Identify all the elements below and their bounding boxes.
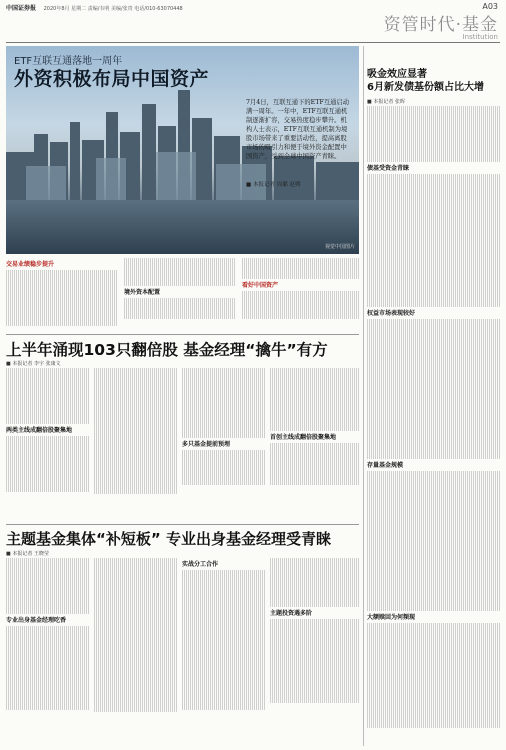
body-text-line xyxy=(367,424,500,431)
body-text-line xyxy=(367,216,500,223)
body-text-line xyxy=(242,312,359,319)
body-text-line xyxy=(367,679,500,686)
body-text-line xyxy=(182,647,266,654)
body-text-line xyxy=(367,265,500,272)
body-text-line xyxy=(94,389,178,396)
body-text-line xyxy=(94,621,178,628)
hero-lead: 7月4日，互联互通下的ETF互通启动满一周年。一年中，ETF互联互通机制逐渐扩容，交易热度稳步攀升。机构人士表示，ETF互联互通机制为境股市场带来了重要活动性，提高离股市场的吸引力和便于境外资金配置中国资产，受到全球中国资产青睐。 xyxy=(246,99,350,160)
body-text-line xyxy=(270,389,359,396)
body-text-line xyxy=(367,452,500,459)
body-text-line xyxy=(94,705,178,712)
mid-col2 xyxy=(94,368,178,518)
body-text-line xyxy=(182,584,266,591)
mid-subhead-2: 多只基金提前预埋 xyxy=(182,441,231,448)
hero-article-col2 xyxy=(124,258,236,328)
body-text-line xyxy=(182,375,266,382)
body-text-line xyxy=(367,541,500,548)
bottom-col4 xyxy=(270,558,359,746)
body-text-line xyxy=(94,663,178,670)
bottom-col1 xyxy=(6,558,90,746)
body-text-line xyxy=(367,651,500,658)
body-text-line xyxy=(270,572,359,579)
body-text-line xyxy=(270,696,359,703)
body-text-line xyxy=(94,431,178,438)
hero-article-col3 xyxy=(242,258,359,328)
body-text-line xyxy=(6,417,90,424)
body-text-line xyxy=(6,478,90,485)
body-text-line xyxy=(124,279,236,286)
body-text-line xyxy=(367,665,500,672)
right-headline: 吸金效应显著 6月新发债基份额占比大增 xyxy=(367,69,484,93)
body-text-line xyxy=(182,403,266,410)
body-text-line xyxy=(94,558,178,565)
body-text-line xyxy=(6,565,90,572)
body-text-line xyxy=(367,272,500,279)
body-text-line xyxy=(94,438,178,445)
body-text-line xyxy=(6,675,90,682)
body-text-line xyxy=(270,675,359,682)
body-text-line xyxy=(270,464,359,471)
body-text-line xyxy=(6,277,118,284)
body-text-line xyxy=(367,382,500,389)
body-text-line xyxy=(182,424,266,431)
body-text-line xyxy=(367,326,500,333)
body-text-line xyxy=(6,572,90,579)
mid-subhead-1: 两类主线成翻倍股聚集地 xyxy=(6,427,73,434)
body-text-line xyxy=(124,298,236,305)
body-text-line xyxy=(182,577,266,584)
right-subhead-4: 大额赎回为何频现 xyxy=(367,614,416,621)
body-text-line xyxy=(367,354,500,361)
body-text-line xyxy=(94,698,178,705)
body-text-line xyxy=(367,237,500,244)
body-text-line xyxy=(6,696,90,703)
body-text-line xyxy=(94,487,178,494)
body-text-line xyxy=(270,368,359,375)
body-text-line xyxy=(367,590,500,597)
body-text-line xyxy=(367,700,500,707)
right-subhead-1: 债基受资金青睐 xyxy=(367,165,410,172)
body-text-line xyxy=(94,649,178,656)
body-text-line xyxy=(6,703,90,710)
body-text-line xyxy=(367,279,500,286)
body-text-line xyxy=(367,485,500,492)
body-text-line xyxy=(94,635,178,642)
body-text-line xyxy=(367,195,500,202)
mid-col3 xyxy=(182,368,266,518)
body-text-line xyxy=(6,319,118,326)
body-text-line xyxy=(182,703,266,710)
bottom-subhead-3: 主题投资遇多阶 xyxy=(270,610,313,617)
section-header xyxy=(383,2,498,41)
body-text-line xyxy=(367,403,500,410)
body-text-line xyxy=(367,375,500,382)
mid-byline: ■ 本报记者 李宇 张康文 xyxy=(6,361,61,367)
body-text-line xyxy=(182,457,266,464)
body-text-line xyxy=(270,600,359,607)
mid-col1 xyxy=(6,368,90,518)
body-text-line xyxy=(270,565,359,572)
body-text-line xyxy=(94,375,178,382)
body-text-line xyxy=(94,614,178,621)
right-subhead-3: 存量基金规模 xyxy=(367,462,404,469)
body-text-line xyxy=(6,689,90,696)
body-text-line xyxy=(6,312,118,319)
body-text-line xyxy=(367,319,500,326)
body-text-line xyxy=(367,174,500,181)
body-text-line xyxy=(367,576,500,583)
body-text-line xyxy=(94,565,178,572)
body-text-line xyxy=(6,305,118,312)
bottom-col2 xyxy=(94,558,178,746)
body-text-line xyxy=(367,340,500,347)
body-text-line xyxy=(270,593,359,600)
body-text-line xyxy=(367,658,500,665)
body-text-line xyxy=(367,368,500,375)
body-text-line xyxy=(182,661,266,668)
mid-col4 xyxy=(270,368,359,518)
bottom-headline: 主题基金集体“补短板” 专业出身基金经理受青睐 xyxy=(6,530,331,548)
body-text-line xyxy=(367,597,500,604)
body-text-line xyxy=(6,375,90,382)
body-text-line xyxy=(367,630,500,637)
hero-byline: ■ 本报记者 周璐 赵朔 xyxy=(246,182,301,188)
body-text-line xyxy=(367,361,500,368)
body-text-line xyxy=(94,579,178,586)
body-text-line xyxy=(367,244,500,251)
body-text-line xyxy=(124,272,236,279)
body-text-line xyxy=(6,647,90,654)
page-number: A03 xyxy=(482,2,498,11)
column-divider xyxy=(363,46,364,746)
body-text-line xyxy=(6,443,90,450)
body-text-line xyxy=(367,286,500,293)
body-text-line xyxy=(182,598,266,605)
body-text-line xyxy=(182,570,266,577)
body-text-line xyxy=(6,661,90,668)
body-text-line xyxy=(94,452,178,459)
body-text-line xyxy=(367,623,500,630)
body-text-line xyxy=(182,626,266,633)
body-text-line xyxy=(182,682,266,689)
body-text-line xyxy=(367,693,500,700)
body-text-line xyxy=(367,445,500,452)
body-text-line xyxy=(6,654,90,661)
body-text-line xyxy=(6,558,90,565)
body-text-line xyxy=(270,382,359,389)
body-text-line xyxy=(182,612,266,619)
body-text-line xyxy=(367,478,500,485)
body-text-line xyxy=(367,520,500,527)
body-text-line xyxy=(6,270,118,277)
hero-headline: 外资积极布局中国资产 xyxy=(14,68,210,90)
body-text-line xyxy=(270,647,359,654)
body-text-line xyxy=(367,644,500,651)
body-text-line xyxy=(367,134,500,141)
body-text-line xyxy=(367,569,500,576)
body-text-line xyxy=(6,284,118,291)
body-text-line xyxy=(367,127,500,134)
body-text-line xyxy=(94,684,178,691)
body-text-line xyxy=(367,120,500,127)
body-text-line xyxy=(6,633,90,640)
divider xyxy=(6,524,359,525)
body-text-line xyxy=(94,368,178,375)
body-text-line xyxy=(182,689,266,696)
body-text-line xyxy=(94,445,178,452)
body-text-line xyxy=(94,396,178,403)
body-text-line xyxy=(6,640,90,647)
body-text-line xyxy=(270,668,359,675)
right-byline: ■ 本报记者 张晖 xyxy=(367,99,405,105)
photo-credit: 视觉中国图片 xyxy=(324,244,355,250)
body-text-line xyxy=(242,272,359,279)
hero-kicker: ETF互联互通落地一周年 xyxy=(14,56,123,67)
body-text-line xyxy=(367,555,500,562)
body-text-line xyxy=(94,628,178,635)
body-text-line xyxy=(6,464,90,471)
body-text-line xyxy=(6,410,90,417)
body-text-line xyxy=(94,459,178,466)
body-text-line xyxy=(242,265,359,272)
divider xyxy=(6,334,359,335)
body-text-line xyxy=(182,668,266,675)
body-text-line xyxy=(367,637,500,644)
body-text-line xyxy=(367,686,500,693)
body-text-line xyxy=(182,431,266,438)
body-text-line xyxy=(182,640,266,647)
hero-article-col1 xyxy=(6,258,118,328)
body-text-line xyxy=(124,265,236,272)
body-text-line xyxy=(270,403,359,410)
body-text-line xyxy=(367,258,500,265)
mid-headline: 上半年涌现103只翻倍股 基金经理“擒牛”有方 xyxy=(6,341,328,359)
body-text-line xyxy=(270,689,359,696)
hero-subhead-3: 看好中国资产 xyxy=(242,282,279,289)
body-text-line xyxy=(270,450,359,457)
body-text-line xyxy=(270,579,359,586)
body-text-line xyxy=(367,471,500,478)
body-text-line xyxy=(367,499,500,506)
body-text-line xyxy=(367,431,500,438)
body-text-line xyxy=(367,389,500,396)
body-text-line xyxy=(6,607,90,614)
body-text-line xyxy=(270,640,359,647)
body-text-line xyxy=(242,305,359,312)
body-text-line xyxy=(94,600,178,607)
body-text-line xyxy=(270,396,359,403)
body-text-line xyxy=(182,654,266,661)
body-text-line xyxy=(367,721,500,728)
body-text-line xyxy=(6,298,118,305)
body-text-line xyxy=(367,492,500,499)
bottom-byline: ■ 本报记者 王晓莹 xyxy=(6,551,49,557)
masthead-rule xyxy=(6,42,500,43)
body-text-line xyxy=(182,389,266,396)
right-subhead-2: 权益市场表现较好 xyxy=(367,310,416,317)
body-text-line xyxy=(94,642,178,649)
paper-name: 中国证券报 xyxy=(6,5,37,12)
body-text-line xyxy=(367,141,500,148)
body-text-line xyxy=(367,223,500,230)
body-text-line xyxy=(182,464,266,471)
body-text-line xyxy=(367,548,500,555)
body-text-line xyxy=(367,562,500,569)
body-text-line xyxy=(367,230,500,237)
hero-photo xyxy=(6,46,359,254)
body-text-line xyxy=(367,714,500,721)
body-text-line xyxy=(182,410,266,417)
body-text-line xyxy=(94,691,178,698)
body-text-line xyxy=(94,656,178,663)
body-text-line xyxy=(367,583,500,590)
body-text-line xyxy=(367,506,500,513)
body-text-line xyxy=(182,471,266,478)
body-text-line xyxy=(124,312,236,319)
body-text-line xyxy=(94,382,178,389)
body-text-line xyxy=(270,558,359,565)
body-text-line xyxy=(6,626,90,633)
body-text-line xyxy=(94,473,178,480)
body-text-line xyxy=(6,396,90,403)
body-text-line xyxy=(6,485,90,492)
body-text-line xyxy=(367,438,500,445)
body-text-line xyxy=(270,471,359,478)
body-text-line xyxy=(182,417,266,424)
body-text-line xyxy=(6,668,90,675)
body-text-line xyxy=(270,619,359,626)
body-text-line xyxy=(94,593,178,600)
mid-subhead-3: 首创主线成翻倍股聚集地 xyxy=(270,434,337,441)
bottom-subhead-1: 专业出身基金经理吃香 xyxy=(6,617,67,624)
body-text-line xyxy=(124,258,236,265)
body-text-line xyxy=(94,572,178,579)
body-text-line xyxy=(182,478,266,485)
section-title-en: Institution xyxy=(462,33,498,41)
hero-subhead-1: 交易业绩稳步提升 xyxy=(6,261,55,268)
body-text-line xyxy=(182,619,266,626)
body-text-line xyxy=(367,410,500,417)
right-article xyxy=(367,106,500,746)
body-text-line xyxy=(6,436,90,443)
body-text-line xyxy=(270,443,359,450)
body-text-line xyxy=(6,291,118,298)
body-text-line xyxy=(367,534,500,541)
body-text-line xyxy=(182,450,266,457)
body-text-line xyxy=(367,347,500,354)
body-text-line xyxy=(6,450,90,457)
body-text-line xyxy=(94,403,178,410)
bottom-subhead-2: 实战分工合作 xyxy=(182,561,219,568)
body-text-line xyxy=(6,579,90,586)
body-text-line xyxy=(270,410,359,417)
body-text-line xyxy=(6,586,90,593)
body-text-line xyxy=(270,633,359,640)
body-text-line xyxy=(367,604,500,611)
body-text-line xyxy=(182,633,266,640)
body-text-line xyxy=(182,605,266,612)
body-text-line xyxy=(242,291,359,298)
body-text-line xyxy=(6,471,90,478)
hero-subhead-2: 境外资本配置 xyxy=(124,289,161,296)
body-text-line xyxy=(367,251,500,258)
body-text-line xyxy=(182,368,266,375)
body-text-line xyxy=(94,677,178,684)
body-text-line xyxy=(367,707,500,714)
body-text-line xyxy=(182,675,266,682)
harbor-water xyxy=(6,200,359,254)
body-text-line xyxy=(270,654,359,661)
body-text-line xyxy=(270,375,359,382)
body-text-line xyxy=(367,181,500,188)
body-text-line xyxy=(367,106,500,113)
bottom-col3 xyxy=(182,558,266,746)
body-text-line xyxy=(367,300,500,307)
body-text-line xyxy=(6,389,90,396)
body-text-line xyxy=(367,202,500,209)
body-text-line xyxy=(367,113,500,120)
body-text-line xyxy=(6,682,90,689)
body-text-line xyxy=(94,466,178,473)
body-text-line xyxy=(6,403,90,410)
body-text-line xyxy=(270,626,359,633)
body-text-line xyxy=(94,417,178,424)
body-text-line xyxy=(367,417,500,424)
body-text-line xyxy=(182,591,266,598)
body-text-line xyxy=(94,670,178,677)
body-text-line xyxy=(6,593,90,600)
section-title: 资管时代·基金 xyxy=(383,15,498,35)
body-text-line xyxy=(94,607,178,614)
body-text-line xyxy=(182,382,266,389)
body-text-line xyxy=(270,424,359,431)
masthead-info xyxy=(6,3,183,12)
body-text-line xyxy=(6,382,90,389)
body-text-line xyxy=(94,480,178,487)
body-text-line xyxy=(182,396,266,403)
body-text-line xyxy=(270,586,359,593)
body-text-line xyxy=(6,600,90,607)
body-text-line xyxy=(6,368,90,375)
body-text-line xyxy=(270,682,359,689)
issue-info: 2020年8月 星期二 责编/韦明 美编/张贵 电话/010-63070448 xyxy=(43,6,183,12)
body-text-line xyxy=(367,188,500,195)
body-text-line xyxy=(367,333,500,340)
body-text-line xyxy=(367,513,500,520)
body-text-line xyxy=(367,672,500,679)
body-text-line xyxy=(270,417,359,424)
body-text-line xyxy=(367,396,500,403)
body-text-line xyxy=(94,586,178,593)
body-text-line xyxy=(367,209,500,216)
body-text-line xyxy=(270,457,359,464)
body-text-line xyxy=(242,258,359,265)
body-text-line xyxy=(367,155,500,162)
body-text-line xyxy=(94,424,178,431)
body-text-line xyxy=(270,478,359,485)
body-text-line xyxy=(124,305,236,312)
body-text-line xyxy=(367,148,500,155)
body-text-line xyxy=(94,410,178,417)
body-text-line xyxy=(6,457,90,464)
body-text-line xyxy=(182,696,266,703)
body-text-line xyxy=(270,661,359,668)
body-text-line xyxy=(367,293,500,300)
body-text-line xyxy=(367,527,500,534)
body-text-line xyxy=(242,298,359,305)
